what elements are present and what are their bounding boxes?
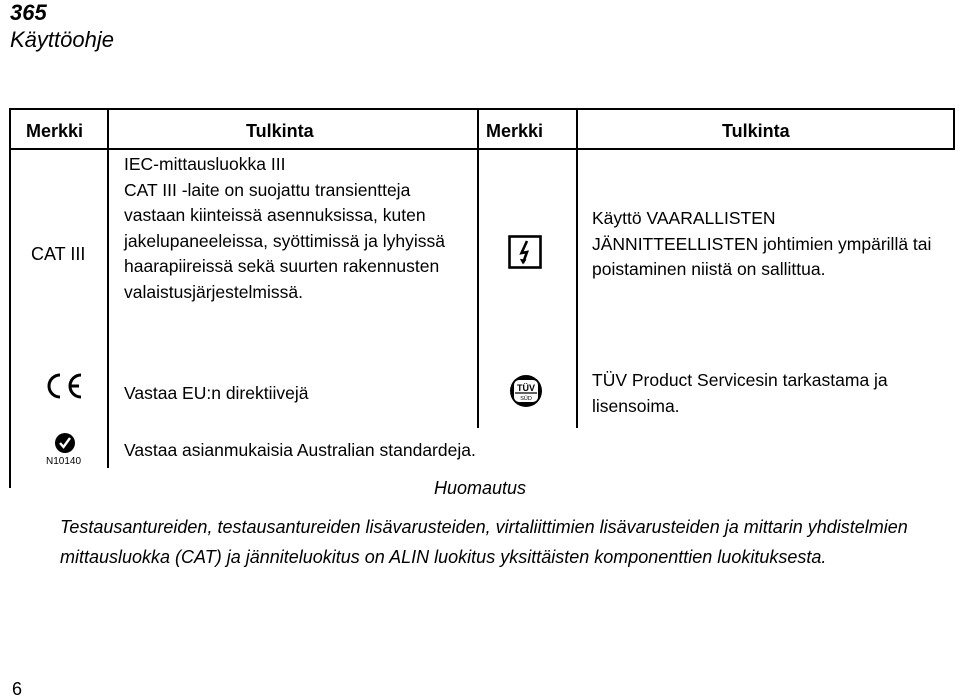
model-number: 365 (10, 0, 47, 25)
column-header-symbol-1: Merkki (26, 121, 84, 141)
australian-standards-description: Vastaa asianmukaisia Australian standardeja. (124, 440, 476, 460)
column-header-symbol-2: Merkki (486, 121, 544, 141)
live-conductor-description: Käyttö VAARALLISTEN JÄNNITTEELLISTEN johtimien ympärillä tai poistaminen niistä on sallittua. (592, 208, 932, 280)
column-divider-2 (477, 108, 479, 428)
column-divider-1 (107, 108, 109, 468)
table-border-left (9, 108, 11, 488)
table-border-right (953, 108, 955, 148)
column-header-meaning-1: Tulkinta (246, 121, 314, 141)
column-header-meaning-2: Tulkinta (722, 121, 790, 141)
document-title: Käyttöohje (10, 27, 114, 52)
ce-description: Vastaa EU:n direktiivejä (124, 383, 309, 403)
column-divider-3 (576, 108, 578, 428)
ce-mark-icon (44, 372, 86, 405)
tuv-text: TÜV (517, 383, 535, 393)
sud-text: SÜD (520, 396, 532, 402)
cat-iii-description: IEC-mittausluokka III CAT III -laite on suojattu transientteja vastaan kiinteissä asennuksissa, kuten jakelupaneeleissa, syöttimissä ja lyhyissä haarapiireissä sekä suurten rakennusten valaistusjärjestelmissä. (124, 154, 445, 302)
table-header-divider (9, 148, 955, 150)
note-text: Testausantureiden, testausantureiden lisävarusteiden, virtaliittimien lisävarusteiden ja mittarin yhdistelmien mittausluokka (CAT) ja jänniteluokitus on ALIN luokitus yksittäisten komponenttien luokituksesta. (60, 517, 908, 567)
note-title: Huomautus (433, 478, 527, 498)
c-tick-code: N10140 (46, 456, 82, 467)
hazardous-live-conductor-icon (508, 235, 542, 274)
table-border-top (9, 108, 955, 110)
tuv-sud-mark-icon (508, 373, 544, 414)
tuv-description: TÜV Product Servicesin tarkastama ja lisensoima. (592, 370, 888, 416)
cat-iii-label: CAT III (31, 244, 86, 264)
page-number: 6 (12, 679, 23, 699)
